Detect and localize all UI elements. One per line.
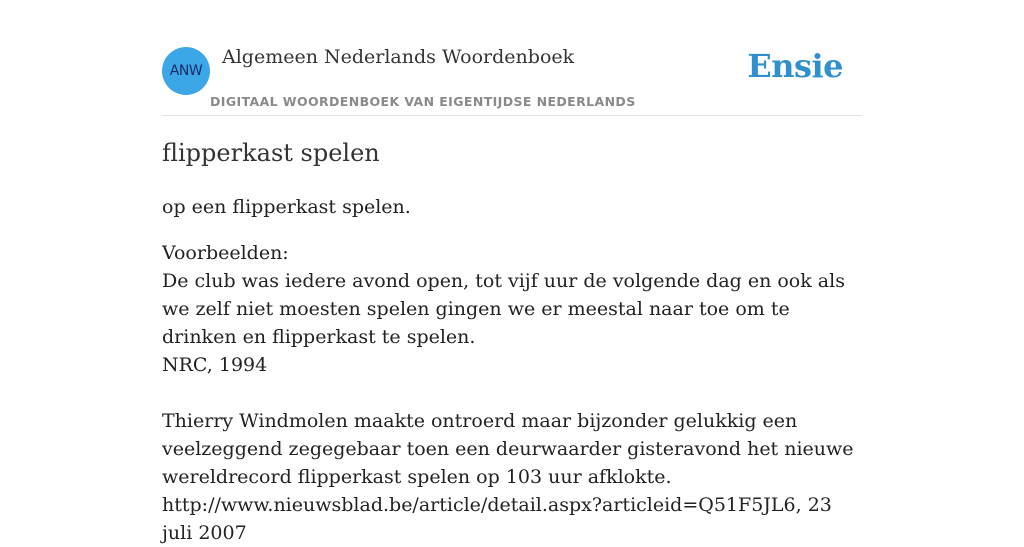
example-source-link[interactable]: http://www.nieuwsblad.be/article/detail.aspx?articleid=Q51F5JL6, 23 juli 2007 <box>162 494 832 544</box>
anw-logo[interactable] <box>162 47 210 95</box>
examples-section <box>162 239 862 547</box>
site-subtitle: DIGITAAL WOORDENBOEK VAN EIGENTIJDSE NEDERLANDS <box>210 94 636 109</box>
example-text: De club was iedere avond open, tot vijf uur de volgende dag en ook als we zelf niet moesten spelen gingen we er meestal naar toe om te drinken en flipperkast te spelen. <box>162 270 845 348</box>
ensie-brand-link[interactable]: Ensie <box>747 47 843 85</box>
example-text: Thierry Windmolen maakte ontroerd maar bijzonder gelukkig een veelzeggend zegegebaar toen een deurwaarder gisteravond het nieuwe wereldrecord flipperkast spelen op 103 uur afklokte. <box>162 410 854 488</box>
site-header <box>162 0 862 116</box>
examples-label: Voorbeelden: <box>162 242 289 264</box>
entry-title: flipperkast spelen <box>162 139 380 167</box>
site-title[interactable]: Algemeen Nederlands Woordenboek <box>222 46 575 68</box>
example-source: NRC, 1994 <box>162 354 268 376</box>
entry-definition: op een flipperkast spelen. <box>162 196 411 218</box>
example-spacer <box>162 379 862 407</box>
logo-text: ANW <box>169 63 203 79</box>
page <box>162 0 862 544</box>
